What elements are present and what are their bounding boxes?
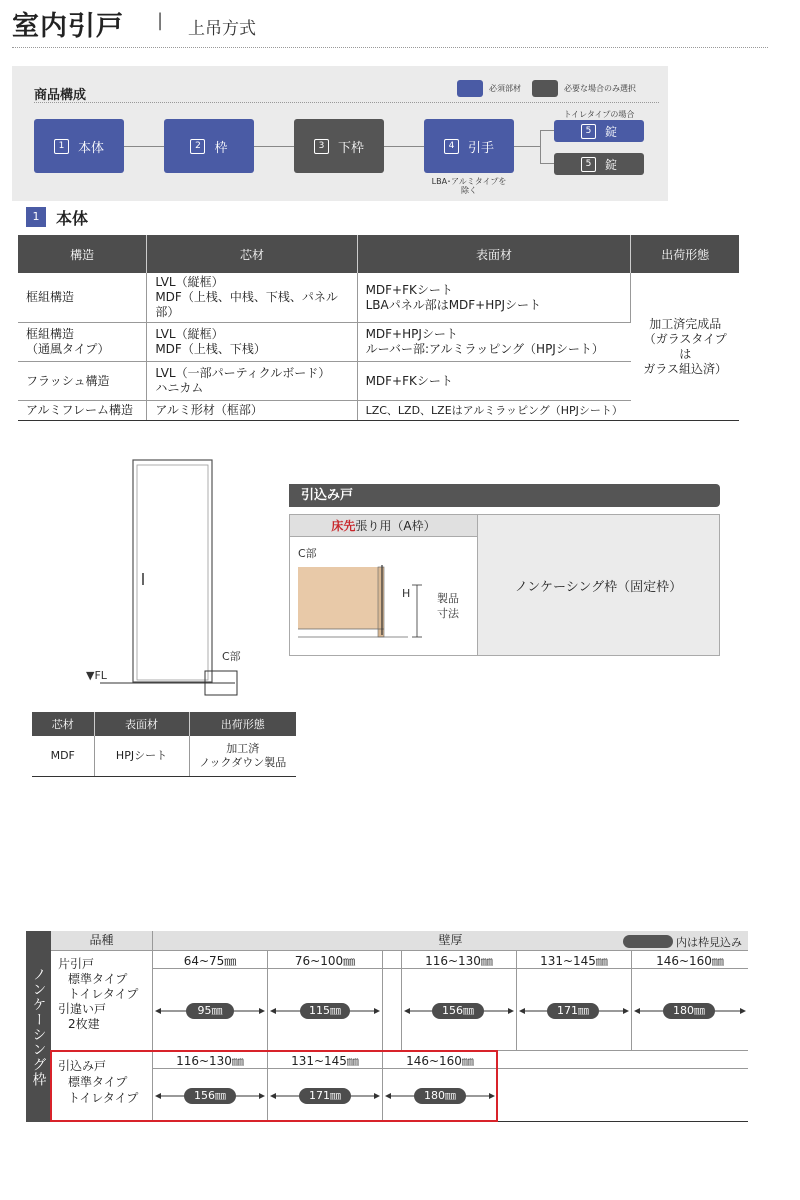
- table-cell: [18, 401, 147, 421]
- cell-line: MDF+FKシート: [365, 282, 453, 297]
- table-cell: [147, 362, 357, 401]
- depth-pill: 156㎜: [432, 1003, 484, 1019]
- dim-label: 製品: [437, 592, 459, 605]
- component-box-handle: [424, 119, 514, 173]
- cell-line: 加工済: [226, 741, 260, 755]
- component-number: 5: [581, 157, 596, 172]
- legend-depth-label: 内は枠見込み: [676, 936, 742, 949]
- component-label: 本体: [77, 140, 104, 156]
- cell-line: MDF（上桟、中桟、下桟、パネル部）: [155, 290, 338, 319]
- hikikomi-right-pane: ノンケーシング枠（固定枠）: [478, 515, 719, 655]
- connector-line: [514, 146, 540, 147]
- table-cell: MDF: [32, 736, 94, 776]
- table-cell: [147, 323, 357, 362]
- wall-range: 64~75㎜: [183, 954, 237, 968]
- table-header-row: [32, 712, 296, 736]
- table-row: [32, 736, 296, 776]
- depth-pill: 180㎜: [414, 1088, 466, 1104]
- kind-item: 片引戸: [58, 957, 95, 971]
- connector-line: [254, 146, 296, 147]
- depth-pill: 171㎜: [547, 1003, 599, 1019]
- door-outline: [133, 460, 212, 682]
- depth-pill: 156㎜: [184, 1088, 236, 1104]
- wall-range: 116~130㎜: [425, 954, 493, 968]
- composition-panel: [12, 66, 668, 201]
- table-header: 出荷形態: [631, 235, 739, 273]
- page-title: 室内引戸: [12, 11, 124, 42]
- cell-line: MDF+FKシート: [365, 373, 453, 388]
- table-cell: [357, 362, 631, 401]
- depth-pill: 115㎜: [300, 1003, 350, 1019]
- cell-line: アルミフレーム構造: [26, 403, 134, 417]
- wall-range: 146~160㎜: [656, 954, 724, 968]
- component-box-body: [34, 119, 124, 173]
- cell-line: フラッシュ構造: [26, 373, 110, 388]
- legend-optional-label: 必要な場合のみ選択: [564, 84, 636, 93]
- component-label: 引手: [467, 140, 494, 156]
- table-cell: [147, 273, 357, 323]
- table-row: [18, 401, 739, 421]
- legend-optional-swatch: [532, 80, 558, 97]
- legend-optional: [532, 80, 636, 97]
- table-cell: [189, 736, 296, 776]
- h-label: H: [402, 587, 411, 600]
- grid-line: [51, 950, 748, 951]
- kind-item: トイレタイプ: [68, 1091, 139, 1105]
- cell-line: 加工済完成品: [649, 316, 722, 331]
- component-box-lock-toilet: [554, 120, 644, 142]
- wall-range: 76~100㎜: [294, 954, 356, 968]
- table-cell: [18, 273, 147, 323]
- c-part-label: C部: [222, 650, 241, 663]
- component-box-lock: [554, 153, 644, 175]
- cell-line: LZC、LZD、LZEはアルミラッピング（HPJシート）: [365, 404, 623, 417]
- wall-range: 131~145㎜: [540, 954, 608, 968]
- component-number: 5: [581, 124, 596, 139]
- kind-item: トイレタイプ: [68, 987, 139, 1001]
- legend-depth-swatch: [623, 935, 673, 948]
- cell-line: LBAパネル部はMDF+HPJシート: [365, 297, 542, 312]
- table-cell: [357, 273, 631, 323]
- heading-text: 張り用（A枠）: [355, 519, 436, 533]
- cell-line: MDF（上桟、下桟）: [155, 342, 266, 356]
- kind-list-upper: [58, 957, 138, 1032]
- cell-line: ガラス組込済）: [643, 361, 728, 376]
- cell-line: 框組構造: [26, 290, 75, 304]
- shipping-cell: [631, 273, 739, 421]
- composition-divider: [34, 102, 659, 103]
- cell-line: ルーバー部:アルミラッピング（HPJシート）: [365, 342, 604, 356]
- fl-label: ▼FL: [86, 669, 107, 682]
- depth-pill: 95㎜: [186, 1003, 234, 1019]
- cell-line: LVL（一部パーティクルボード）: [155, 366, 331, 380]
- table-header: 表面材: [357, 235, 631, 273]
- body-spec-table: [18, 235, 739, 421]
- handle-note-line: LBA･アルミタイプを: [431, 177, 507, 186]
- table-row: [18, 362, 739, 401]
- table-cell: [357, 401, 631, 421]
- connector-line: [384, 146, 426, 147]
- depth-pill: 171㎜: [299, 1088, 351, 1104]
- wall-range: 116~130㎜: [176, 1054, 244, 1068]
- component-label: 錠: [604, 157, 617, 172]
- table-header: 出荷形態: [189, 712, 296, 736]
- component-box-frame: [164, 119, 254, 173]
- table-cell: [18, 362, 147, 401]
- table-header: 表面材: [94, 712, 189, 736]
- title-separator: |: [157, 10, 164, 31]
- table-header: 構造: [18, 235, 147, 273]
- table-cell: [147, 401, 357, 421]
- kind-item: 引込み戸: [58, 1059, 107, 1073]
- hikikomi-panel: [289, 514, 720, 656]
- table-cell: [18, 323, 147, 362]
- cell-line: （通風タイプ）: [26, 342, 110, 356]
- table-cell: [357, 323, 631, 362]
- wall-range: 131~145㎜: [291, 1054, 359, 1068]
- component-number: 3: [314, 139, 329, 154]
- composition-title: 商品構成: [34, 88, 87, 103]
- hikikomi-left-heading: [290, 515, 477, 537]
- highlight-box: [50, 1050, 498, 1122]
- cell-line: 框組構造: [26, 327, 75, 341]
- cell-line: LVL（縦框）: [155, 275, 224, 289]
- component-number: 2: [190, 139, 205, 154]
- cell-line: LVL（縦框）: [155, 327, 224, 341]
- kind-item: 引違い戸: [58, 1002, 107, 1016]
- handle-note-line: 除く: [461, 186, 477, 195]
- wall-range: 146~160㎜: [406, 1054, 474, 1068]
- page-subtitle: 上吊方式: [188, 19, 256, 39]
- connector-line: [540, 163, 554, 164]
- table-header: 芯材: [147, 235, 357, 273]
- component-number: 1: [54, 139, 69, 154]
- frame-spec-table: [32, 712, 296, 777]
- frame-wood-section: [298, 567, 378, 629]
- hikikomi-title-bar: 引込み戸: [289, 484, 720, 507]
- section-title: 本体: [56, 209, 89, 228]
- kind-item: 2枚建: [68, 1017, 100, 1031]
- component-label: 錠: [604, 124, 617, 139]
- column-header-wall: 壁厚: [153, 931, 748, 950]
- lock-note: トイレタイプの場合: [563, 110, 635, 119]
- column-header-kind: 品種: [51, 931, 152, 950]
- handle-note: [414, 177, 524, 195]
- legend-required: [457, 80, 521, 97]
- highlight-text: 床先: [331, 519, 356, 533]
- connector-line: [540, 130, 541, 163]
- cell-line: （ガラスタイプは: [643, 331, 727, 361]
- c-part-label: C部: [298, 547, 317, 560]
- door-inner-outline: [137, 465, 208, 680]
- component-number: 4: [444, 139, 459, 154]
- cell-line: ノックダウン製品: [199, 755, 287, 769]
- connector-line: [124, 146, 166, 147]
- component-label: 枠: [214, 140, 228, 156]
- section-number-badge: 1: [26, 207, 46, 227]
- frame-edge: [378, 567, 384, 637]
- depth-pill: 180㎜: [663, 1003, 715, 1019]
- table-cell: HPJシート: [94, 736, 189, 776]
- side-label: ノンケーシング枠: [26, 931, 51, 1122]
- door-elevation-diagram: [80, 455, 250, 700]
- legend-required-label: 必須部材: [489, 84, 521, 93]
- table-header-row: [18, 235, 739, 273]
- kind-item: 標準タイプ: [68, 1075, 128, 1089]
- cell-line: ハニカム: [155, 381, 204, 395]
- component-box-lower-frame: [294, 119, 384, 173]
- table-row: [18, 273, 739, 323]
- dim-label: 寸法: [437, 607, 459, 620]
- frame-section-diagram: [290, 537, 478, 655]
- table-header: 芯材: [32, 712, 94, 736]
- legend-required-swatch: [457, 80, 483, 97]
- table-row: [18, 323, 739, 362]
- kind-item: 標準タイプ: [68, 972, 128, 986]
- connector-line: [540, 130, 554, 131]
- header-divider: [12, 47, 768, 48]
- cell-line: アルミ形材（框部）: [155, 403, 263, 417]
- component-label: 下枠: [337, 140, 364, 156]
- hikikomi-left-pane: [290, 515, 478, 655]
- cell-line: MDF+HPJシート: [365, 327, 458, 341]
